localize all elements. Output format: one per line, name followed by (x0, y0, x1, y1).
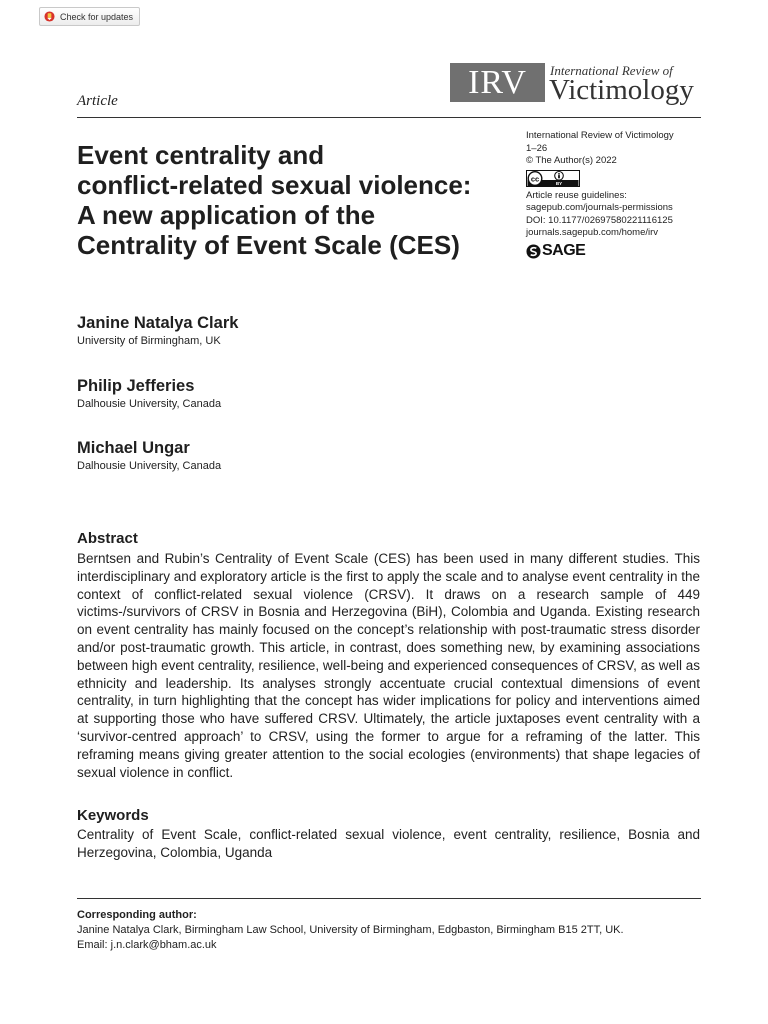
author-name: Janine Natalya Clark (77, 314, 239, 332)
author-affiliation: Dalhousie University, Canada (77, 460, 222, 472)
journal-logo-abbrev: IRV (450, 63, 545, 102)
svg-text:cc: cc (530, 173, 540, 183)
cc-by-license-icon[interactable] (526, 170, 580, 187)
abstract-text: Berntsen and Rubin’s Centrality of Event Scale (CES) has been used in many different studies. This interdisciplinary and exploratory article is the first to apply the scale and to analyse event centrality in the context of conflict-related sexual violence (CRSV). It draws on a research sample of 449 victims-/survivors of CRSV in Bosnia and Herzegovina (BiH), Colombia and Uganda. Existing research on event centrality has mainly focused on the concept’s relationship with post-traumatic stress disorder and/or post-traumatic growth. This article, in contrast, does something new, by examining associations between high event centrality, resilience, well-being and experienced consequences of CRSV, as well as ethnicity and leadership. Its analyses strongly accentuate crucial contextual dimensions of event centrality, in turn highlighting that the concept has wider implications for policy and interventions aimed at supporting those who have suffered CRSV. Ultimately, the article juxtaposes event centrality with a ‘survivor-centred approach’ to CRSV, using the former to argue for a reframing of the latter. This reframing means giving greater attention to the social ecologies (environments) that shape legacies of sexual violence in conflict. (77, 551, 700, 780)
reuse-guidelines-label: Article reuse guidelines: (526, 189, 627, 201)
keywords-heading: Keywords (77, 807, 149, 824)
abstract-heading: Abstract (77, 530, 138, 547)
corresponding-author-email-line (77, 938, 624, 953)
journal-logo-line1: International Review of (550, 63, 673, 78)
title-line: conflict-related sexual violence: (77, 170, 472, 200)
email-label: Email: (77, 939, 108, 951)
sage-logo-icon (526, 244, 541, 259)
author-name: Philip Jefferies (77, 377, 195, 395)
title-line: Centrality of Event Scale (CES) (77, 230, 460, 260)
keywords-text: Centrality of Event Scale, conflict-related sexual violence, event centrality, resilience, Bosnia and Herzegovina, Colombia, Uganda (77, 827, 700, 860)
check-for-updates-button[interactable] (39, 7, 140, 26)
journal-name: International Review of Victimology (526, 130, 674, 141)
email-link[interactable]: j.n.clark@bham.ac.uk (110, 939, 217, 951)
footer-divider (77, 898, 701, 899)
license-badge-text: BY (555, 180, 563, 186)
check-for-updates-label: Check for updates (60, 11, 134, 22)
title-line: A new application of the (77, 200, 376, 230)
author-affiliation: University of Birmingham, UK (77, 335, 221, 347)
corresponding-author-heading: Corresponding author: (77, 909, 197, 921)
publisher-logo (526, 241, 706, 259)
copyright: © The Author(s) 2022 (526, 155, 617, 166)
journal-logo-line2: Victimology (549, 74, 694, 106)
doi[interactable]: DOI: 10.1177/02697580221116125 (526, 214, 673, 226)
article-type-label: Article (77, 93, 118, 109)
author-name: Michael Ungar (77, 439, 190, 457)
page-range: 1–26 (526, 142, 548, 154)
author-affiliation: Dalhousie University, Canada (77, 398, 222, 410)
reuse-guidelines-link[interactable]: sagepub.com/journals-permissions (526, 202, 673, 213)
corresponding-author-note (77, 908, 624, 953)
header-divider (77, 117, 701, 118)
journal-url-link[interactable]: journals.sagepub.com/home/irv (526, 227, 659, 238)
publisher-name: SAGE (542, 241, 586, 259)
publication-metadata (526, 130, 706, 259)
corresponding-author-address: Janine Natalya Clark, Birmingham Law School, University of Birmingham, Edgbaston, Birmingham B15 2TT, UK. (77, 924, 624, 936)
paper-title (77, 140, 517, 260)
update-badge-icon (44, 11, 55, 22)
title-line: Event centrality and (77, 140, 325, 170)
